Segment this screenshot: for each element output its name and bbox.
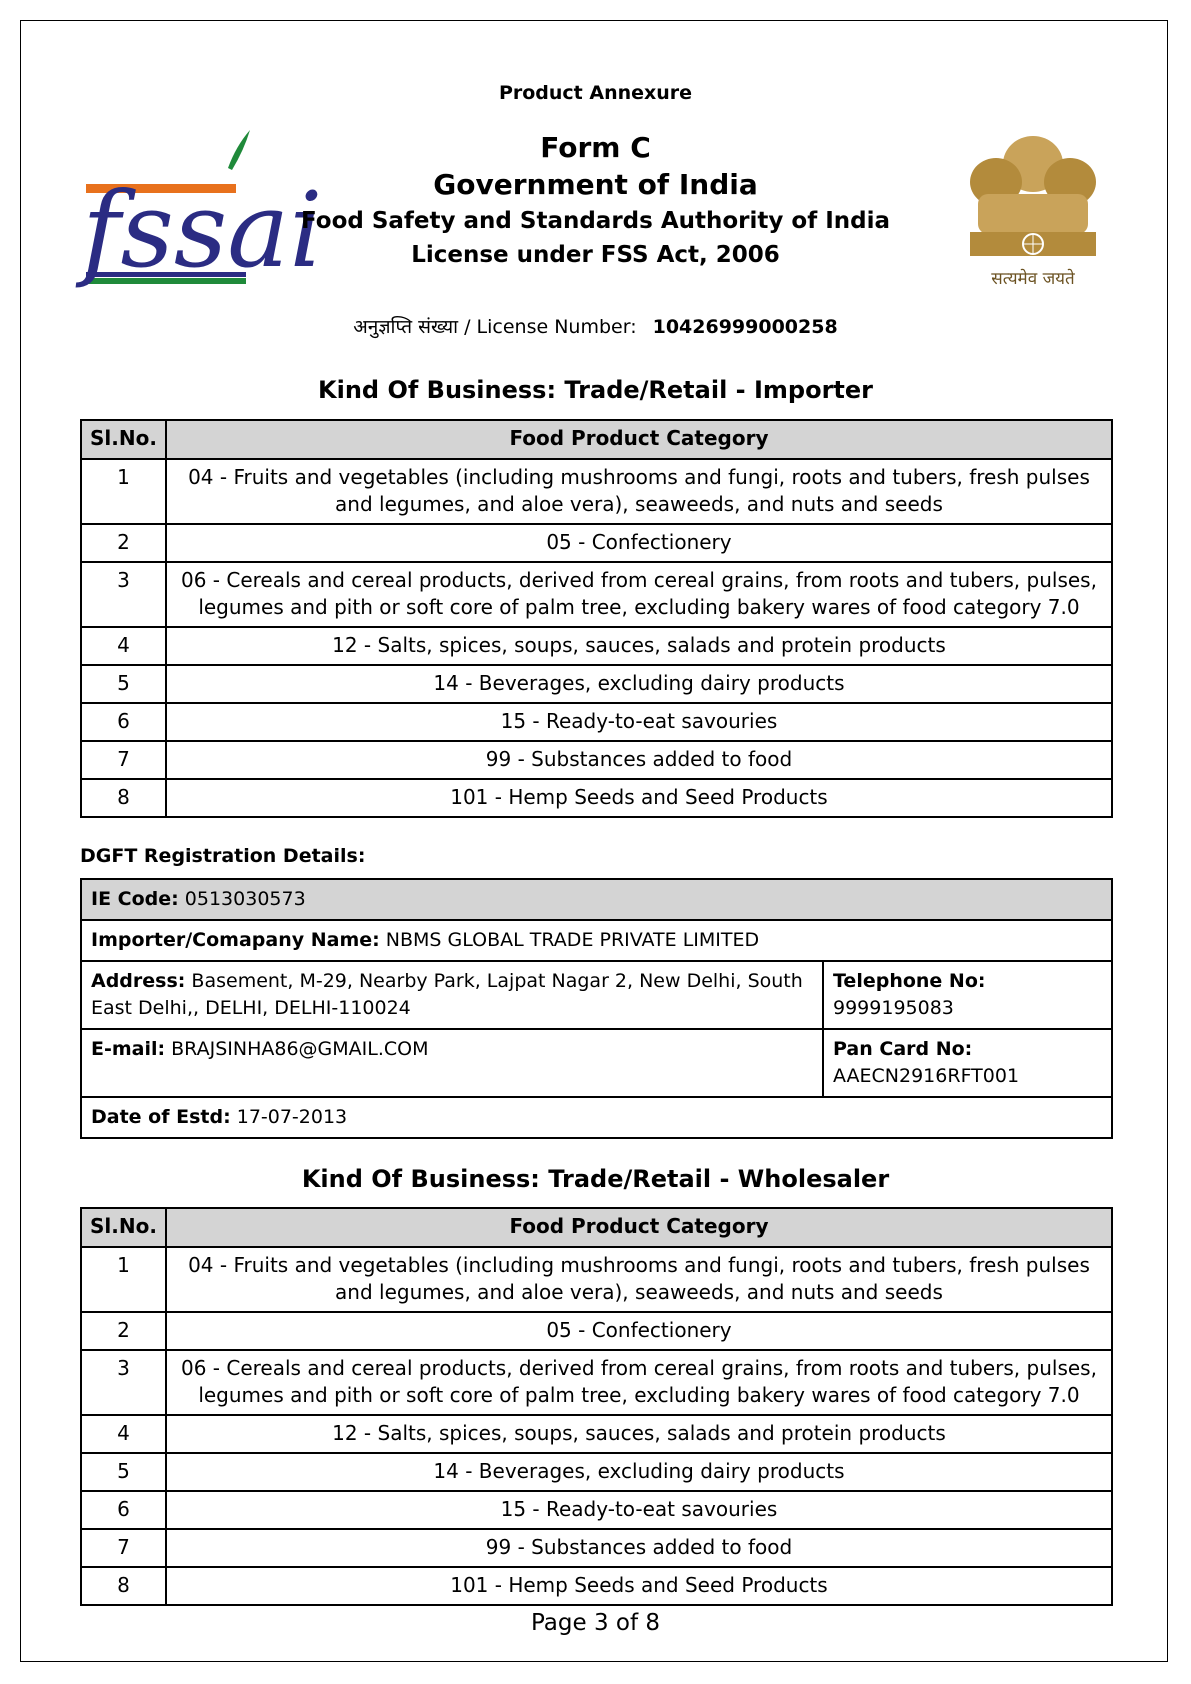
email-label: E-mail: (91, 1038, 166, 1060)
sl-cell: 2 (81, 1312, 166, 1350)
importer-row (81, 920, 1112, 961)
table-row (81, 1453, 1112, 1491)
table-header-row (81, 420, 1112, 459)
product-category-table-wholesaler (80, 1207, 1113, 1606)
sl-cell: 8 (81, 1567, 166, 1605)
address-label: Address: (91, 970, 186, 992)
category-cell: 14 - Beverages, excluding dairy products (166, 665, 1112, 703)
sl-cell: 1 (81, 459, 166, 524)
emblem-motto: सत्यमेव जयते (991, 269, 1075, 289)
sl-cell: 1 (81, 1247, 166, 1312)
importer-cell (81, 920, 1112, 961)
table-row (81, 1247, 1112, 1312)
col-sl-header: Sl.No. (81, 420, 166, 459)
ie-code-label: IE Code: (91, 888, 179, 910)
pan-cell (823, 1029, 1112, 1097)
category-cell: 06 - Cereals and cereal products, derived from cereal grains, from roots and tubers, pulses, legumes and pith or soft core of palm tree, excluding bakery wares of food category 7.0 (166, 562, 1112, 627)
table-row (81, 779, 1112, 817)
telephone-label: Telephone No: (833, 970, 986, 992)
fssai-logo-text: fssai (82, 169, 323, 291)
table-row (81, 627, 1112, 665)
category-cell: 04 - Fruits and vegetables (including mushrooms and fungi, roots and tubers, fresh pulses and legumes, and aloe vera), seaweeds, and nuts and seeds (166, 1247, 1112, 1312)
importer-label: Importer/Comapany Name: (91, 929, 380, 951)
estd-value: 17-07-2013 (230, 1106, 348, 1128)
table-row (81, 703, 1112, 741)
email-row (81, 1029, 1112, 1097)
sl-cell: 4 (81, 627, 166, 665)
product-category-table-importer (80, 419, 1113, 818)
table-row (81, 1491, 1112, 1529)
estd-cell (81, 1097, 1112, 1138)
table-row (81, 524, 1112, 562)
product-annexure-title: Product Annexure (498, 82, 693, 104)
category-cell: 12 - Salts, spices, soups, sauces, salads and protein products (166, 1415, 1112, 1453)
ie-code-value: 0513030573 (178, 888, 306, 910)
sl-cell: 7 (81, 1529, 166, 1567)
sl-cell: 7 (81, 741, 166, 779)
email-cell (81, 1029, 823, 1097)
estd-row (81, 1097, 1112, 1138)
category-cell: 99 - Substances added to food (166, 1529, 1112, 1567)
category-cell: 12 - Salts, spices, soups, sauces, salads and protein products (166, 627, 1112, 665)
sl-cell: 6 (81, 1491, 166, 1529)
address-value: Basement, M-29, Nearby Park, Lajpat Nagar 2, New Delhi, South East Delhi,, DELHI, DELHI-110024 (91, 970, 803, 1019)
category-cell: 04 - Fruits and vegetables (including mushrooms and fungi, roots and tubers, fresh pulses and legumes, and aloe vera), seaweeds, and nuts and seeds (166, 459, 1112, 524)
table-header-row (81, 1208, 1112, 1247)
category-cell: 99 - Substances added to food (166, 741, 1112, 779)
sl-cell: 6 (81, 703, 166, 741)
email-value: BRAJSINHA86@GMAIL.COM (165, 1038, 429, 1060)
category-cell: 15 - Ready-to-eat savouries (166, 703, 1112, 741)
act-title: License under FSS Act, 2006 (411, 242, 780, 268)
category-cell: 05 - Confectionery (166, 524, 1112, 562)
government-title: Government of India (433, 168, 758, 201)
category-cell: 06 - Cereals and cereal products, derived from cereal grains, from roots and tubers, pulses, legumes and pith or soft core of palm tree, excluding bakery wares of food category 7.0 (166, 1350, 1112, 1415)
dgft-title: DGFT Registration Details: (80, 845, 366, 867)
telephone-cell (823, 961, 1112, 1029)
telephone-value: 9999195083 (833, 997, 954, 1019)
sl-cell: 3 (81, 1350, 166, 1415)
ie-code-row (81, 879, 1112, 920)
table-row (81, 665, 1112, 703)
table-row (81, 1312, 1112, 1350)
table-row (81, 459, 1112, 524)
ie-code-cell (81, 879, 1112, 920)
kind-of-business-importer: Kind Of Business: Trade/Retail - Importer (318, 376, 873, 404)
col-category-header: Food Product Category (166, 420, 1112, 459)
category-cell: 101 - Hemp Seeds and Seed Products (166, 779, 1112, 817)
col-sl-header: Sl.No. (81, 1208, 166, 1247)
page-number: Page 3 of 8 (530, 1610, 661, 1636)
pan-label: Pan Card No: (833, 1038, 973, 1060)
authority-title: Food Safety and Standards Authority of India (300, 208, 891, 234)
form-title: Form C (540, 131, 651, 164)
license-number-line (0, 313, 1191, 339)
sl-cell: 5 (81, 1453, 166, 1491)
table-row (81, 1567, 1112, 1605)
table-row (81, 562, 1112, 627)
license-number: 10426999000258 (652, 316, 838, 338)
dgft-details-table (80, 878, 1113, 1139)
table-row (81, 1529, 1112, 1567)
address-cell (81, 961, 823, 1029)
sl-cell: 4 (81, 1415, 166, 1453)
sl-cell: 5 (81, 665, 166, 703)
pan-value: AAECN2916RFT001 (833, 1065, 1020, 1087)
category-cell: 101 - Hemp Seeds and Seed Products (166, 1567, 1112, 1605)
kind-of-business-wholesaler: Kind Of Business: Trade/Retail - Wholesaler (301, 1165, 890, 1193)
sl-cell: 8 (81, 779, 166, 817)
category-cell: 15 - Ready-to-eat savouries (166, 1491, 1112, 1529)
table-row (81, 1415, 1112, 1453)
sl-cell: 3 (81, 562, 166, 627)
category-cell: 14 - Beverages, excluding dairy products (166, 1453, 1112, 1491)
table-row (81, 741, 1112, 779)
table-row (81, 1350, 1112, 1415)
estd-label: Date of Estd: (91, 1106, 231, 1128)
address-row (81, 961, 1112, 1029)
importer-value: NBMS GLOBAL TRADE PRIVATE LIMITED (379, 929, 760, 951)
license-label: अनुज्ञप्ति संख्या / License Number: (353, 316, 637, 338)
category-cell: 05 - Confectionery (166, 1312, 1112, 1350)
sl-cell: 2 (81, 524, 166, 562)
col-category-header: Food Product Category (166, 1208, 1112, 1247)
